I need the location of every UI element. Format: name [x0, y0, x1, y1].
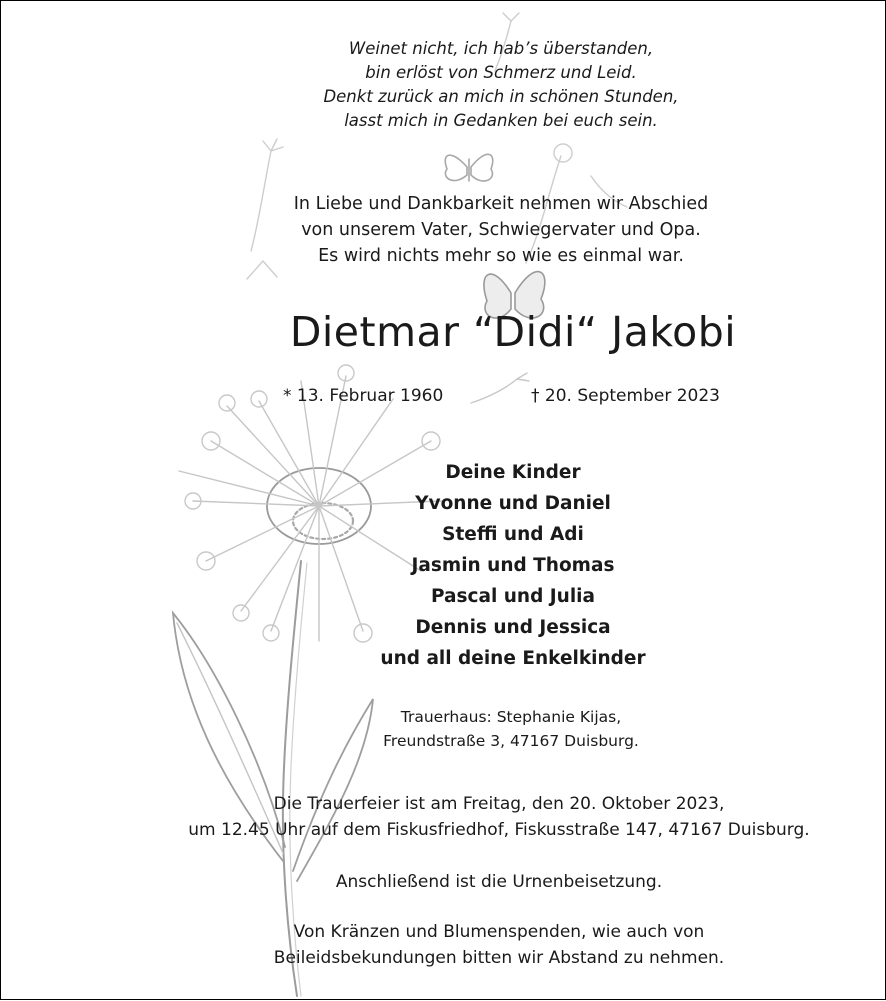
family-line: Jasmin und Thomas: [411, 555, 615, 576]
address-line: Freundstraße 3, 47167 Duisburg.: [383, 732, 639, 750]
intro-line: In Liebe und Dankbarkeit nehmen wir Abschied: [293, 194, 709, 214]
ceremony-line: Die Trauerfeier ist am Freitag, den 20. Oktober 2023,: [273, 794, 725, 814]
poem-line: lasst mich in Gedanken bei euch sein.: [344, 111, 658, 130]
family-line: Steffi und Adi: [442, 524, 584, 545]
flowers-note: [59, 919, 886, 971]
poem: [71, 37, 886, 133]
family-line: und all deine Enkelkinder: [380, 648, 646, 669]
birth-date: * 13. Februar 1960: [283, 386, 444, 406]
family-line: Dennis und Jessica: [415, 617, 611, 638]
death-date: † 20. September 2023: [531, 386, 720, 406]
family-line: Yvonne und Daniel: [415, 493, 611, 514]
poem-line: bin erlöst von Schmerz und Leid.: [365, 63, 637, 82]
family-line: Deine Kinder: [445, 462, 581, 483]
seed-mid-right: [471, 373, 529, 403]
address-line: Trauerhaus: Stephanie Kijas,: [400, 708, 622, 726]
flowers-line: Von Kränzen und Blumenspenden, wie auch von: [293, 922, 705, 942]
family-line: Pascal und Julia: [430, 586, 596, 607]
farewell-intro: [51, 191, 886, 269]
poem-line: Weinet nicht, ich hab’s überstanden,: [348, 39, 654, 58]
family-list: [63, 457, 886, 674]
ceremony-info: [59, 791, 886, 843]
urn-burial-note: Anschließend ist die Urnenbeisetzung.: [335, 872, 663, 892]
flowers-line: Beileidsbekundungen bitten wir Abstand zu nehmen.: [273, 948, 725, 968]
deceased-name: Dietmar “Didi“ Jakobi: [289, 308, 737, 356]
intro-line: Es wird nichts mehr so wie es einmal war.: [318, 246, 684, 266]
mourning-house-address: [91, 705, 886, 753]
butterfly-small: [445, 154, 493, 181]
intro-line: von unserem Vater, Schwiegervater und Opa.: [301, 220, 701, 240]
poem-line: Denkt zurück an mich in schönen Stunden,: [323, 87, 679, 106]
ceremony-line: um 12.45 Uhr auf dem Fiskusfriedhof, Fiskusstraße 147, 47167 Duisburg.: [188, 820, 810, 840]
